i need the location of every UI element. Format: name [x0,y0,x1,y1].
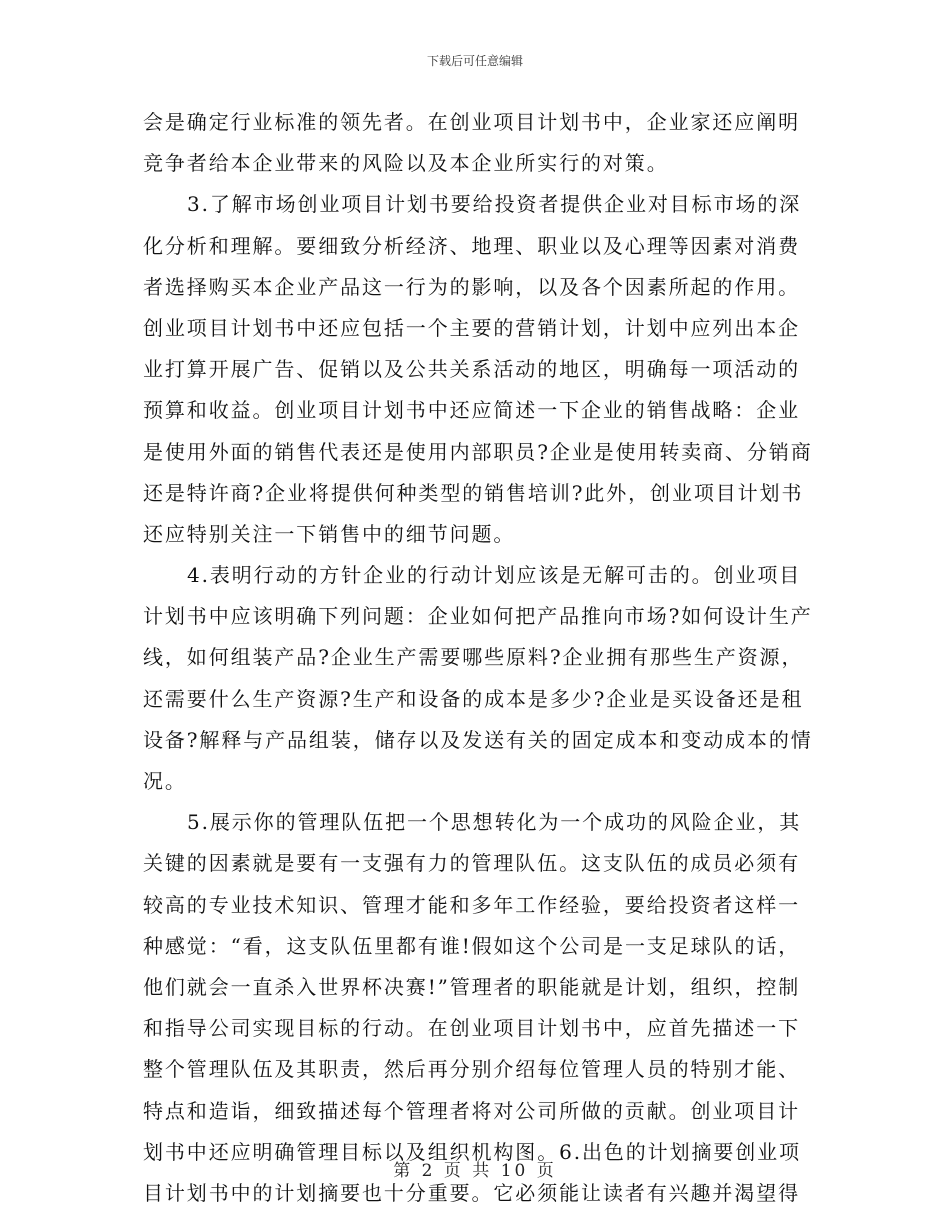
text-line: 还是特许商?企业将提供何种类型的销售培训?此外，创业项目计划书 [143,480,804,505]
text-line: 整个管理队伍及其职责，然后再分别介绍每位管理人员的特别才能、 [143,1057,800,1082]
page-footer: 第 2 页 共 10 页 [393,1161,557,1181]
text-line: 关键的因素就是要有一支强有力的管理队伍。这支队伍的成员必须有 [143,851,800,876]
text-line: 竞争者给本企业带来的风险以及本企业所实行的对策。 [143,151,669,176]
text-line: 计划书中应该明确下列问题：企业如何把产品推向市场?如何设计生产 [143,604,813,629]
text-line: 特点和造诣，细致描述每个管理者将对公司所做的贡献。创业项目计 [143,1098,800,1123]
text-line: 他们就会一直杀入世界杯决赛!”管理者的职能就是计划，组织，控制 [143,974,801,999]
body-text [143,102,813,1214]
text-line: 设备?解释与产品组装，储存以及发送有关的固定成本和变动成本的情 [143,727,813,752]
page-header: 下载后可任意编辑 [426,54,523,68]
text-line: 较高的专业技术知识、管理才能和多年工作经验，要给投资者这样一 [143,892,800,917]
text-line: 况。 [143,769,187,793]
text-line: 目计划书中的计划摘要也十分重要。它必须能让读者有兴趣并渴望得 [143,1180,800,1205]
text-line: 还需要什么生产资源?生产和设备的成本是多少?企业是买设备还是租 [143,686,804,711]
text-line: 划书中还应明确管理目标以及组织机构图。6.出色的计划摘要创业项 [143,1139,801,1164]
text-line: 和指导公司实现目标的行动。在创业项目计划书中，应首先描述一下 [143,1016,800,1041]
text-line: 种感觉：“看，这支队伍里都有谁!假如这个公司是一支足球队的话， [143,933,801,958]
text-line: 线，如何组装产品?企业生产需要哪些原料?企业拥有那些生产资源， [143,645,804,670]
text-line: 3.了解市场创业项目计划书要给投资者提供企业对目标市场的深 [187,192,802,217]
text-line: 5.展示你的管理队伍把一个思想转化为一个成功的风险企业，其 [187,810,802,835]
text-line: 创业项目计划书中还应包括一个主要的营销计划，计划中应列出本企 [143,315,800,340]
text-line: 是使用外面的销售代表还是使用内部职员?企业是使用转卖商、分销商 [143,439,813,464]
text-line: 预算和收益。创业项目计划书中还应简述一下企业的销售战略：企业 [143,398,800,423]
text-line: 4.表明行动的方针企业的行动计划应该是无解可击的。创业项目 [187,563,802,588]
text-line: 会是确定行业标准的领先者。在创业项目计划书中，企业家还应阐明 [143,110,800,134]
text-line: 还应特别关注一下销售中的细节问题。 [143,521,516,546]
text-line: 者选择购买本企业产品这一行为的影响，以及各个因素所起的作用。 [143,274,800,299]
text-line: 化分析和理解。要细致分析经济、地理、职业以及心理等因素对消费 [143,233,800,258]
text-line: 业打算开展广告、促销以及公共关系活动的地区，明确每一项活动的 [143,357,800,382]
